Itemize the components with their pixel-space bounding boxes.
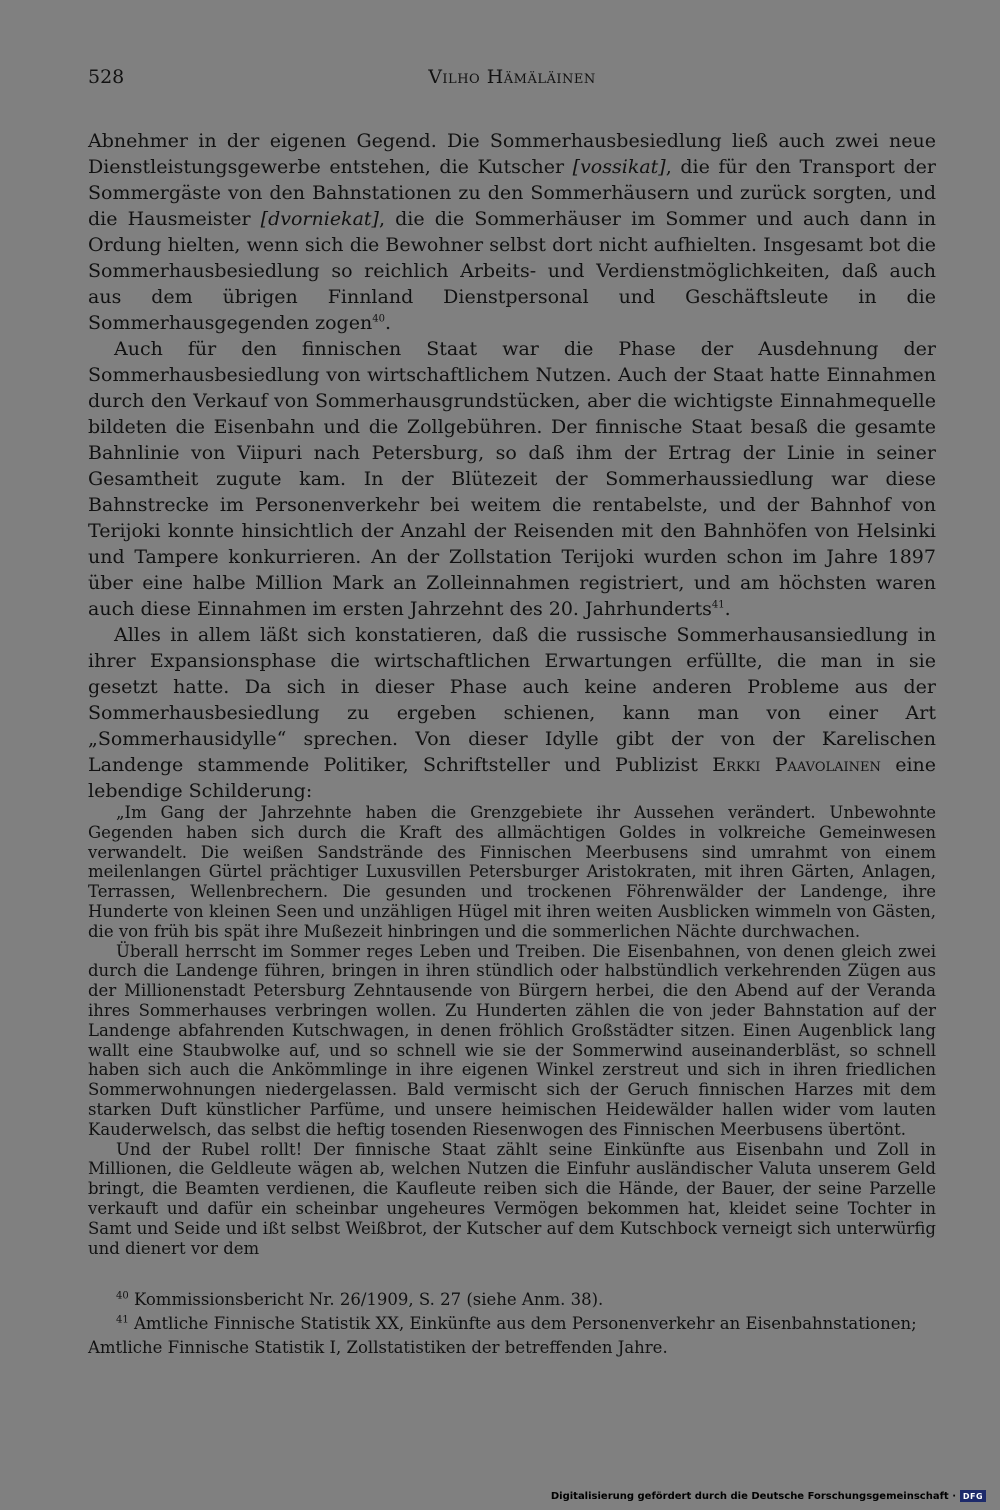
footnote-ref-40[interactable]: 40 [372, 313, 385, 325]
page-number: 528 [88, 66, 125, 88]
paragraph-2-text-b: . [724, 598, 731, 620]
footnote-ref-41[interactable]: 41 [711, 599, 725, 611]
paragraph-3-text-b: eine lebendige Schilderung: [88, 754, 936, 802]
quote-paragraph-1: „Im Gang der Jahrzehnte haben die Grenzgebiete ihr Aussehen verändert. Unbewohnte Gegenden haben sich durch die Kraft des allmächtigen Goldes in volkreiche Gemeinwesen verwandelt. Die weißen Sandstrände des Finnischen Meerbusens sind umrahmt von einem meilenlangen Gürtel prächtiger Luxusvillen Petersburger Aristokraten, mit ihren Gärten, Anlagen, Terrassen, Wellenbrechern. Die gesunden und trockenen Föhrenwälder der Landenge, ihre Hunderte von kleinen Seen und unzähligen Hügel mit ihren weiten Ausblicken wimmeln von Gästen, die von früh bis spät ihre Mußezeit hinbringen und die sommerlichen Nächte durchwachen. [88, 803, 936, 941]
footnote-marker-41: 41 [116, 1314, 129, 1326]
dfg-logo-icon: DFG [960, 1490, 986, 1502]
quote-paragraph-2: Überall herrscht im Sommer reges Leben und Treiben. Die Eisenbahnen, von denen gleich zwei durch die Landenge führen, bringen in ihren stündlich oder halbstündlich verkehrenden Zügen aus der Millionenstadt Petersburg Zehntausende von Bürgern herbei, die den Abend auf der Veranda ihres Sommerhauses verbringen wollen. Zu Hunderten zählen die von jeder Bahnstation auf der Landenge abfahrenden Kutschwagen, in denen fröhlich Großstädter sitzen. Einen Augenblick lang wallt eine Staubwolke auf, und so schnell wie sie der Sommerwind auseinanderbläst, so schnell haben sich auch die Ankömmlinge in ihre eigenen Winkel zerstreut und sich in ihren friedlichen Sommerwohnungen niedergelassen. Bald vermischt sich der Geruch finnischen Harzes mit dem starken Duft künstlicher Parfüme, und unsere heimischen Heidewälder hallen wider vom lauten Kauderwelsch, das selbst die heftig tosenden Riesenwogen des Finnischen Meerbusens übertönt. [88, 941, 936, 1139]
footnote-41-text: Amtliche Finnische Statistik XX, Einkünfte aus dem Personenverkehr an Eisenbahnstationen; Amtliche Finnische Statistik I, Zollstatistiken der betreffenden Jahre. [88, 1314, 917, 1357]
footnote-marker-40: 40 [116, 1290, 129, 1302]
body-text [88, 128, 936, 804]
paragraph-2 [88, 336, 936, 622]
paragraph-3-text-a: Alles in allem läßt sich konstatieren, daß die russische Sommerhausansiedlung in ihrer Expansionsphase die wirtschaftlichen Erwartungen erfüllte, die man in sie gesetzt hatte. Da sich in dieser Phase auch keine anderen Probleme aus der Sommerhausbesiedlung zu ergeben schienen, kann man von einer Art „Sommerhausidylle“ sprechen. Von dieser Idylle gibt der von der Karelischen Landenge stammende Politiker, Schriftsteller und Publizist [88, 624, 936, 776]
paragraph-3 [88, 622, 936, 804]
paragraph-1 [88, 128, 936, 336]
author-name: Erkki Paavolainen [712, 754, 881, 776]
paragraph-1-text-b: , die für den Transport der Sommergäste von den Bahnstationen zu den Sommerhäusern und zurück sorgten, und die Hausmeister [88, 156, 936, 230]
footnote-40 [88, 1288, 936, 1312]
term-dvorniekat: [dvorniekat] [260, 208, 379, 230]
paragraph-1-text-c: , die die Sommerhäuser im Sommer und auch dann in Ordung hielten, wenn sich die Bewohner selbst dort nicht aufhielten. Insgesamt bot die Sommerhausbesiedlung so reichlich Arbeits- und Verdienstmöglichkeiten, daß auch aus dem übrigen Finnland Dienstpersonal und Geschäftsleute in die Sommerhausgegenden zogen [88, 208, 937, 334]
footnote-40-text: Kommissionsbericht Nr. 26/1909, S. 27 (siehe Anm. 38). [128, 1290, 604, 1309]
footnotes [88, 1288, 936, 1360]
footnote-41 [88, 1312, 936, 1360]
page-header [88, 66, 936, 96]
paragraph-2-text-a: Auch für den finnischen Staat war die Phase der Ausdehnung der Sommerhausbesiedlung von wirtschaftlichem Nutzen. Auch der Staat hatte Einnahmen durch den Verkauf von Sommerhausgrundstücken, aber die wichtigste Einnahmequelle bildeten die Eisenbahn und die Zollgebühren. Der finnische Staat besaß die gesamte Bahnlinie von Viipuri nach Petersburg, so daß ihm der Ertrag der Linie in seiner Gesamtheit zugute kam. In der Blütezeit der Sommerhaussiedlung war diese Bahnstrecke im Personenverkehr bei weitem die rentabelste, und der Bahnhof von Terijoki konnte hinsichtlich der Anzahl der Reisenden mit den Bahnhöfen von Helsinki und Tampere konkurrieren. An der Zollstation Terijoki wurden schon im Jahre 1897 über eine halbe Million Mark an Zolleinnahmen registriert, und am höchsten waren auch diese Einnahmen im ersten Jahrzehnt des 20. Jahrhunderts [88, 338, 936, 620]
paragraph-1-text-a: Abnehmer in der eigenen Gegend. Die Sommerhausbesiedlung ließ auch zwei neue Dienstleistungsgewerbe entstehen, die Kutscher [88, 130, 936, 178]
digitization-footer [551, 1486, 986, 1506]
block-quote [88, 803, 936, 1258]
term-vossikat: [vossikat] [572, 156, 666, 178]
running-head: Vilho Hämäläinen [428, 66, 596, 88]
digitization-credit: Digitalisierung gefördert durch die Deutsche Forschungsgemeinschaft · [550, 1490, 956, 1502]
paragraph-1-text-d: . [384, 312, 391, 334]
quote-paragraph-3: Und der Rubel rollt! Der finnische Staat zählt seine Einkünfte aus Eisenbahn und Zoll in Millionen, die Geldleute wägen ab, welchen Nutzen die Einfuhr ausländischer Valuta unserem Geld bringt, die Beamten verdienen, die Kaufleute reiben sich die Hände, der Bauer, der seine Parzelle verkauft und dafür ein scheinbar ungeheures Vermögen bekommen hat, kleidet seine Tochter in Samt und Seide und ißt selbst Weißbrot, der Kutscher auf dem Kutschbock verneigt sich unterwürfig und dienert vor dem [88, 1139, 936, 1258]
